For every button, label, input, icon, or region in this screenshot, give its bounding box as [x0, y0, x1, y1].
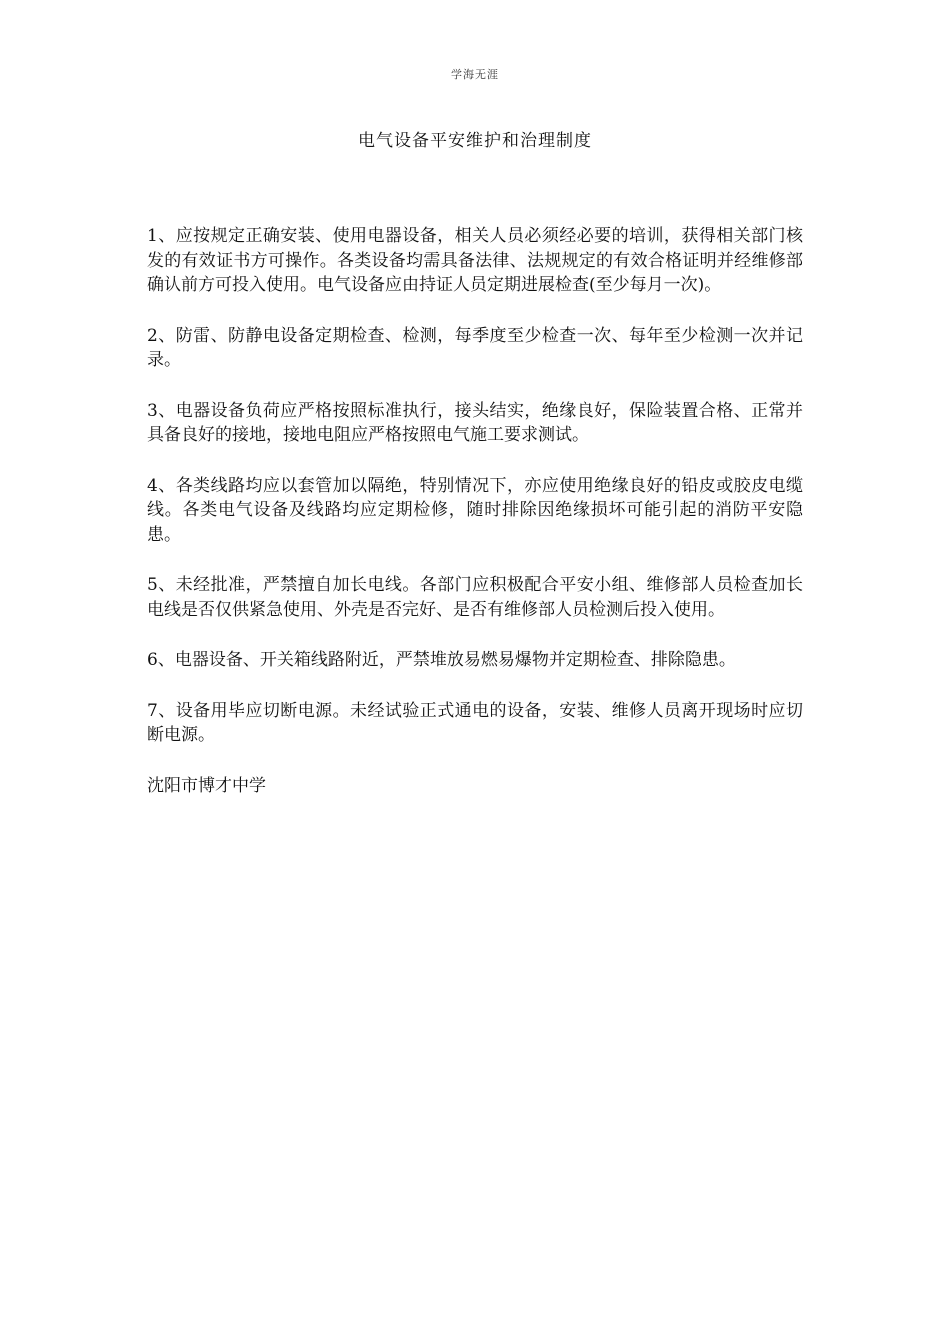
- signature: 沈阳市博才中学: [147, 775, 266, 796]
- page-header: 学海无涯: [451, 68, 499, 81]
- paragraph-4: 4、各类线路均应以套管加以隔绝，特别情况下，亦应使用绝缘良好的铅皮或胶皮电缆线。各类电气设备及线路均应定期检修，随时排除因绝缘损坏可能引起的消防平安隐患。: [147, 475, 803, 545]
- paragraph-2: 2、防雷、防静电设备定期检查、检测，每季度至少检查一次、每年至少检测一次并记录。: [147, 325, 803, 370]
- paragraph-7: 7、设备用毕应切断电源。未经试验正式通电的设备，安装、维修人员离开现场时应切断电源。: [147, 700, 803, 745]
- document-title: 电气设备平安维护和治理制度: [358, 131, 592, 151]
- paragraph-3: 3、电器设备负荷应严格按照标准执行，接头结实，绝缘良好，保险装置合格、正常并具备良好的接地，接地电阻应严格按照电气施工要求测试。: [147, 400, 803, 445]
- paragraph-1: 1、应按规定正确安装、使用电器设备，相关人员必须经必要的培训，获得相关部门核发的有效证书方可操作。各类设备均需具备法律、法规规定的有效合格证明并经维修部确认前方可投入使用。电气设备应由持证人员定期进展检查(至少每月一次)。: [147, 226, 803, 295]
- paragraph-6: 6、电器设备、开关箱线路附近，严禁堆放易燃易爆物并定期检查、排除隐患。: [147, 650, 736, 670]
- paragraph-5: 5、未经批准，严禁擅自加长电线。各部门应积极配合平安小组、维修部人员检查加长电线是否仅供紧急使用、外壳是否完好、是否有维修部人员检测后投入使用。: [147, 575, 803, 620]
- document-body: [147, 224, 803, 798]
